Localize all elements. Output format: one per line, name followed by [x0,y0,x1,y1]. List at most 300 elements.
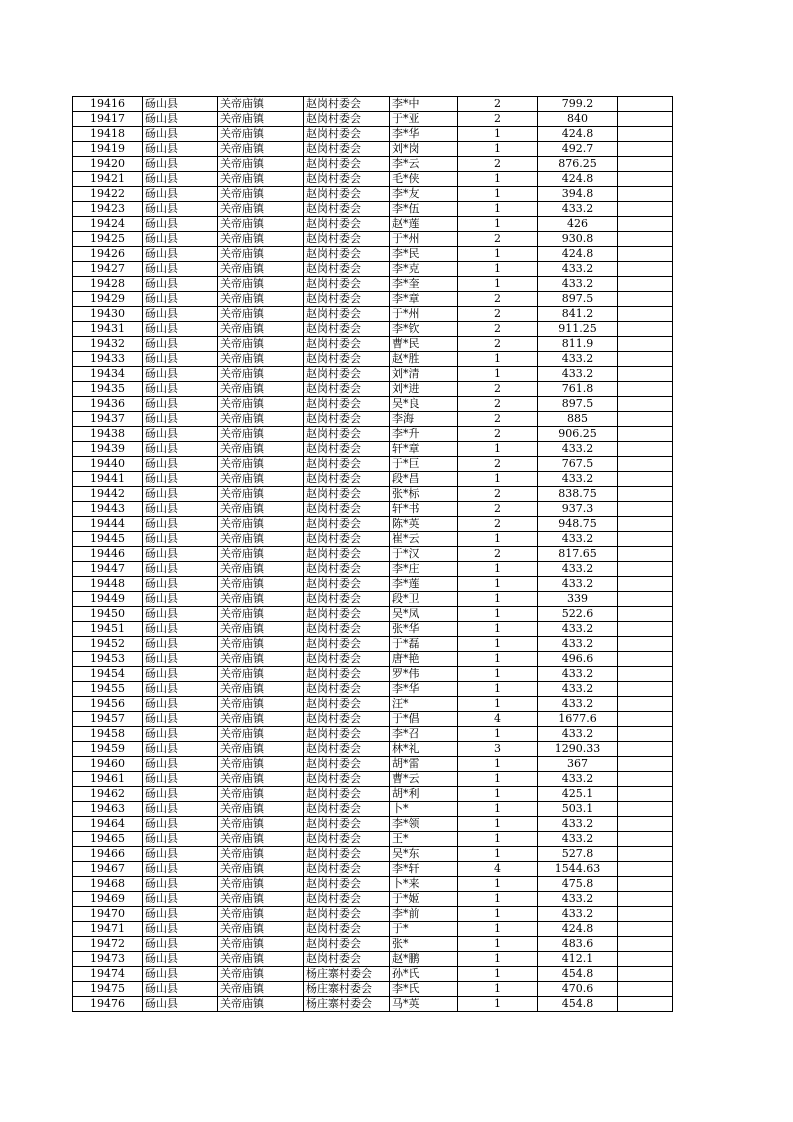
record-id-cell: 19473 [73,952,143,967]
household-count-cell: 1 [458,907,538,922]
record-id-cell: 19429 [73,292,143,307]
county-cell: 砀山县 [143,277,218,292]
county-cell: 砀山县 [143,712,218,727]
note-cell [618,472,673,487]
county-cell: 砀山县 [143,442,218,457]
table-row [73,202,673,217]
household-count-cell: 2 [458,292,538,307]
record-id-cell: 19417 [73,112,143,127]
table-row [73,907,673,922]
village-committee-cell: 赵岗村委会 [304,712,390,727]
county-cell: 砀山县 [143,742,218,757]
county-cell: 砀山县 [143,532,218,547]
note-cell [618,142,673,157]
village-committee-cell: 赵岗村委会 [304,877,390,892]
village-committee-cell: 赵岗村委会 [304,667,390,682]
note-cell [618,172,673,187]
household-count-cell: 1 [458,217,538,232]
record-id-cell: 19463 [73,802,143,817]
amount-cell: 433.2 [538,772,618,787]
household-count-cell: 1 [458,772,538,787]
amount-cell: 885 [538,412,618,427]
table-body [73,97,673,1012]
village-committee-cell: 赵岗村委会 [304,937,390,952]
amount-cell: 817.65 [538,547,618,562]
record-id-cell: 19467 [73,862,143,877]
table-row [73,622,673,637]
village-committee-cell: 赵岗村委会 [304,412,390,427]
name-cell: 卜*来 [390,877,458,892]
county-cell: 砀山县 [143,547,218,562]
name-cell: 李*钦 [390,322,458,337]
amount-cell: 426 [538,217,618,232]
county-cell: 砀山县 [143,727,218,742]
amount-cell: 1677.6 [538,712,618,727]
name-cell: 李*奎 [390,277,458,292]
household-count-cell: 1 [458,847,538,862]
town-cell: 关帝庙镇 [218,322,304,337]
town-cell: 关帝庙镇 [218,592,304,607]
village-committee-cell: 赵岗村委会 [304,862,390,877]
record-id-cell: 19476 [73,997,143,1012]
name-cell: 李*民 [390,247,458,262]
town-cell: 关帝庙镇 [218,682,304,697]
county-cell: 砀山县 [143,862,218,877]
county-cell: 砀山县 [143,682,218,697]
town-cell: 关帝庙镇 [218,652,304,667]
record-id-cell: 19444 [73,517,143,532]
note-cell [618,562,673,577]
village-committee-cell: 赵岗村委会 [304,637,390,652]
note-cell [618,847,673,862]
household-count-cell: 1 [458,922,538,937]
table-row [73,742,673,757]
amount-cell: 433.2 [538,667,618,682]
county-cell: 砀山县 [143,667,218,682]
note-cell [618,187,673,202]
note-cell [618,352,673,367]
table-row [73,577,673,592]
village-committee-cell: 杨庄寨村委会 [304,997,390,1012]
household-count-cell: 1 [458,127,538,142]
table-row [73,412,673,427]
name-cell: 张*标 [390,487,458,502]
note-cell [618,802,673,817]
table-row [73,382,673,397]
amount-cell: 1290.33 [538,742,618,757]
note-cell [618,112,673,127]
name-cell: 张* [390,937,458,952]
name-cell: 段*昌 [390,472,458,487]
table-row [73,862,673,877]
household-count-cell: 1 [458,472,538,487]
village-committee-cell: 赵岗村委会 [304,487,390,502]
name-cell: 李*克 [390,262,458,277]
county-cell: 砀山县 [143,517,218,532]
household-count-cell: 1 [458,562,538,577]
record-id-cell: 19439 [73,442,143,457]
name-cell: 于* [390,922,458,937]
household-count-cell: 1 [458,637,538,652]
county-cell: 砀山县 [143,832,218,847]
town-cell: 关帝庙镇 [218,952,304,967]
town-cell: 关帝庙镇 [218,397,304,412]
name-cell: 罗*伟 [390,667,458,682]
town-cell: 关帝庙镇 [218,367,304,382]
note-cell [618,817,673,832]
county-cell: 砀山县 [143,922,218,937]
amount-cell: 948.75 [538,517,618,532]
amount-cell: 433.2 [538,472,618,487]
county-cell: 砀山县 [143,622,218,637]
village-committee-cell: 赵岗村委会 [304,727,390,742]
name-cell: 李*云 [390,157,458,172]
name-cell: 于*巨 [390,457,458,472]
table-row [73,247,673,262]
note-cell [618,652,673,667]
household-count-cell: 1 [458,247,538,262]
record-id-cell: 19451 [73,622,143,637]
county-cell: 砀山县 [143,997,218,1012]
note-cell [618,952,673,967]
amount-cell: 424.8 [538,922,618,937]
household-count-cell: 1 [458,817,538,832]
note-cell [618,202,673,217]
county-cell: 砀山县 [143,817,218,832]
name-cell: 陈*英 [390,517,458,532]
record-id-cell: 19438 [73,427,143,442]
village-committee-cell: 赵岗村委会 [304,577,390,592]
record-id-cell: 19441 [73,472,143,487]
town-cell: 关帝庙镇 [218,562,304,577]
name-cell: 孙*氏 [390,967,458,982]
name-cell: 卜* [390,802,458,817]
county-cell: 砀山县 [143,772,218,787]
village-committee-cell: 赵岗村委会 [304,562,390,577]
county-cell: 砀山县 [143,187,218,202]
county-cell: 砀山县 [143,592,218,607]
town-cell: 关帝庙镇 [218,337,304,352]
note-cell [618,277,673,292]
amount-cell: 339 [538,592,618,607]
amount-cell: 767.5 [538,457,618,472]
town-cell: 关帝庙镇 [218,607,304,622]
name-cell: 于*汉 [390,547,458,562]
village-committee-cell: 赵岗村委会 [304,217,390,232]
name-cell: 王* [390,832,458,847]
county-cell: 砀山县 [143,112,218,127]
household-count-cell: 1 [458,652,538,667]
town-cell: 关帝庙镇 [218,307,304,322]
village-committee-cell: 赵岗村委会 [304,187,390,202]
village-committee-cell: 赵岗村委会 [304,262,390,277]
amount-cell: 937.3 [538,502,618,517]
table-row [73,172,673,187]
county-cell: 砀山县 [143,787,218,802]
household-count-cell: 1 [458,697,538,712]
name-cell: 毛*侠 [390,172,458,187]
note-cell [618,307,673,322]
village-committee-cell: 赵岗村委会 [304,742,390,757]
town-cell: 关帝庙镇 [218,232,304,247]
household-count-cell: 1 [458,787,538,802]
village-committee-cell: 赵岗村委会 [304,112,390,127]
household-count-cell: 1 [458,622,538,637]
table-row [73,802,673,817]
town-cell: 关帝庙镇 [218,532,304,547]
town-cell: 关帝庙镇 [218,832,304,847]
county-cell: 砀山县 [143,172,218,187]
note-cell [618,577,673,592]
household-count-cell: 1 [458,832,538,847]
name-cell: 林*礼 [390,742,458,757]
household-count-cell: 4 [458,862,538,877]
name-cell: 李*庄 [390,562,458,577]
town-cell: 关帝庙镇 [218,877,304,892]
town-cell: 关帝庙镇 [218,442,304,457]
name-cell: 于*州 [390,307,458,322]
table-row [73,772,673,787]
note-cell [618,862,673,877]
name-cell: 马*英 [390,997,458,1012]
record-id-cell: 19427 [73,262,143,277]
name-cell: 段*卫 [390,592,458,607]
town-cell: 关帝庙镇 [218,292,304,307]
amount-cell: 424.8 [538,127,618,142]
amount-cell: 897.5 [538,397,618,412]
amount-cell: 433.2 [538,577,618,592]
county-cell: 砀山县 [143,577,218,592]
household-count-cell: 2 [458,232,538,247]
note-cell [618,682,673,697]
village-committee-cell: 赵岗村委会 [304,247,390,262]
table-row [73,817,673,832]
name-cell: 赵*鹏 [390,952,458,967]
name-cell: 李*升 [390,427,458,442]
table-row [73,712,673,727]
record-id-cell: 19431 [73,322,143,337]
amount-cell: 433.2 [538,697,618,712]
name-cell: 李*召 [390,727,458,742]
table-row [73,652,673,667]
note-cell [618,382,673,397]
county-cell: 砀山县 [143,847,218,862]
note-cell [618,787,673,802]
village-committee-cell: 赵岗村委会 [304,832,390,847]
amount-cell: 496.6 [538,652,618,667]
table-row [73,937,673,952]
household-count-cell: 1 [458,967,538,982]
village-committee-cell: 赵岗村委会 [304,922,390,937]
county-cell: 砀山县 [143,367,218,382]
village-committee-cell: 赵岗村委会 [304,202,390,217]
table-row [73,682,673,697]
name-cell: 汪* [390,697,458,712]
record-id-cell: 19454 [73,667,143,682]
household-count-cell: 1 [458,532,538,547]
name-cell: 赵*胜 [390,352,458,367]
note-cell [618,637,673,652]
record-id-cell: 19418 [73,127,143,142]
town-cell: 关帝庙镇 [218,517,304,532]
note-cell [618,592,673,607]
county-cell: 砀山县 [143,217,218,232]
county-cell: 砀山县 [143,562,218,577]
record-id-cell: 19450 [73,607,143,622]
note-cell [618,922,673,937]
town-cell: 关帝庙镇 [218,847,304,862]
village-committee-cell: 赵岗村委会 [304,817,390,832]
table-row [73,442,673,457]
county-cell: 砀山县 [143,457,218,472]
note-cell [618,997,673,1012]
amount-cell: 394.8 [538,187,618,202]
record-id-cell: 19459 [73,742,143,757]
amount-cell: 433.2 [538,817,618,832]
household-count-cell: 2 [458,487,538,502]
village-committee-cell: 赵岗村委会 [304,97,390,112]
note-cell [618,532,673,547]
note-cell [618,232,673,247]
name-cell: 唐*艳 [390,652,458,667]
town-cell: 关帝庙镇 [218,697,304,712]
village-committee-cell: 赵岗村委会 [304,787,390,802]
table-row [73,232,673,247]
village-committee-cell: 赵岗村委会 [304,622,390,637]
household-count-cell: 1 [458,202,538,217]
note-cell [618,157,673,172]
town-cell: 关帝庙镇 [218,772,304,787]
table-row [73,532,673,547]
town-cell: 关帝庙镇 [218,472,304,487]
name-cell: 轩*书 [390,502,458,517]
town-cell: 关帝庙镇 [218,97,304,112]
household-count-cell: 2 [458,547,538,562]
note-cell [618,97,673,112]
amount-cell: 841.2 [538,307,618,322]
name-cell: 胡*雷 [390,757,458,772]
table-row [73,292,673,307]
household-count-cell: 1 [458,667,538,682]
name-cell: 于*亚 [390,112,458,127]
amount-cell: 433.2 [538,277,618,292]
record-id-cell: 19452 [73,637,143,652]
note-cell [618,697,673,712]
note-cell [618,712,673,727]
name-cell: 胡*利 [390,787,458,802]
table-row [73,967,673,982]
note-cell [618,607,673,622]
table-row [73,457,673,472]
record-id-cell: 19420 [73,157,143,172]
amount-cell: 527.8 [538,847,618,862]
amount-cell: 425.1 [538,787,618,802]
table-row [73,607,673,622]
county-cell: 砀山县 [143,967,218,982]
table-row [73,142,673,157]
county-cell: 砀山县 [143,652,218,667]
record-id-cell: 19455 [73,682,143,697]
name-cell: 李*章 [390,292,458,307]
county-cell: 砀山县 [143,97,218,112]
name-cell: 于*州 [390,232,458,247]
record-id-cell: 19475 [73,982,143,997]
household-count-cell: 1 [458,262,538,277]
household-count-cell: 1 [458,352,538,367]
county-cell: 砀山县 [143,202,218,217]
amount-cell: 412.1 [538,952,618,967]
note-cell [618,427,673,442]
name-cell: 吴*凤 [390,607,458,622]
town-cell: 关帝庙镇 [218,247,304,262]
household-count-cell: 1 [458,997,538,1012]
record-id-cell: 19428 [73,277,143,292]
table-row [73,922,673,937]
village-committee-cell: 赵岗村委会 [304,592,390,607]
amount-cell: 433.2 [538,637,618,652]
amount-cell: 433.2 [538,832,618,847]
village-committee-cell: 赵岗村委会 [304,502,390,517]
table-row [73,697,673,712]
record-id-cell: 19449 [73,592,143,607]
name-cell: 崔*云 [390,532,458,547]
village-committee-cell: 赵岗村委会 [304,367,390,382]
county-cell: 砀山县 [143,262,218,277]
amount-cell: 433.2 [538,682,618,697]
household-count-cell: 2 [458,517,538,532]
record-id-cell: 19457 [73,712,143,727]
record-id-cell: 19448 [73,577,143,592]
amount-cell: 433.2 [538,892,618,907]
name-cell: 吴*良 [390,397,458,412]
household-count-cell: 2 [458,97,538,112]
village-committee-cell: 赵岗村委会 [304,337,390,352]
amount-cell: 470.6 [538,982,618,997]
village-committee-cell: 赵岗村委会 [304,142,390,157]
village-committee-cell: 赵岗村委会 [304,772,390,787]
name-cell: 李*华 [390,127,458,142]
county-cell: 砀山县 [143,487,218,502]
county-cell: 砀山县 [143,907,218,922]
amount-cell: 433.2 [538,907,618,922]
table-row [73,217,673,232]
county-cell: 砀山县 [143,637,218,652]
village-committee-cell: 赵岗村委会 [304,352,390,367]
record-id-cell: 19435 [73,382,143,397]
name-cell: 李*前 [390,907,458,922]
county-cell: 砀山县 [143,397,218,412]
name-cell: 刘*进 [390,382,458,397]
town-cell: 关帝庙镇 [218,352,304,367]
name-cell: 李*轩 [390,862,458,877]
note-cell [618,967,673,982]
note-cell [618,877,673,892]
village-committee-cell: 赵岗村委会 [304,382,390,397]
village-committee-cell: 赵岗村委会 [304,757,390,772]
household-count-cell: 2 [458,502,538,517]
household-count-cell: 1 [458,277,538,292]
table-row [73,727,673,742]
village-committee-cell: 杨庄寨村委会 [304,967,390,982]
town-cell: 关帝庙镇 [218,817,304,832]
table-row [73,427,673,442]
record-id-cell: 19440 [73,457,143,472]
table-row [73,322,673,337]
county-cell: 砀山县 [143,322,218,337]
town-cell: 关帝庙镇 [218,667,304,682]
household-count-cell: 1 [458,592,538,607]
table-row [73,337,673,352]
